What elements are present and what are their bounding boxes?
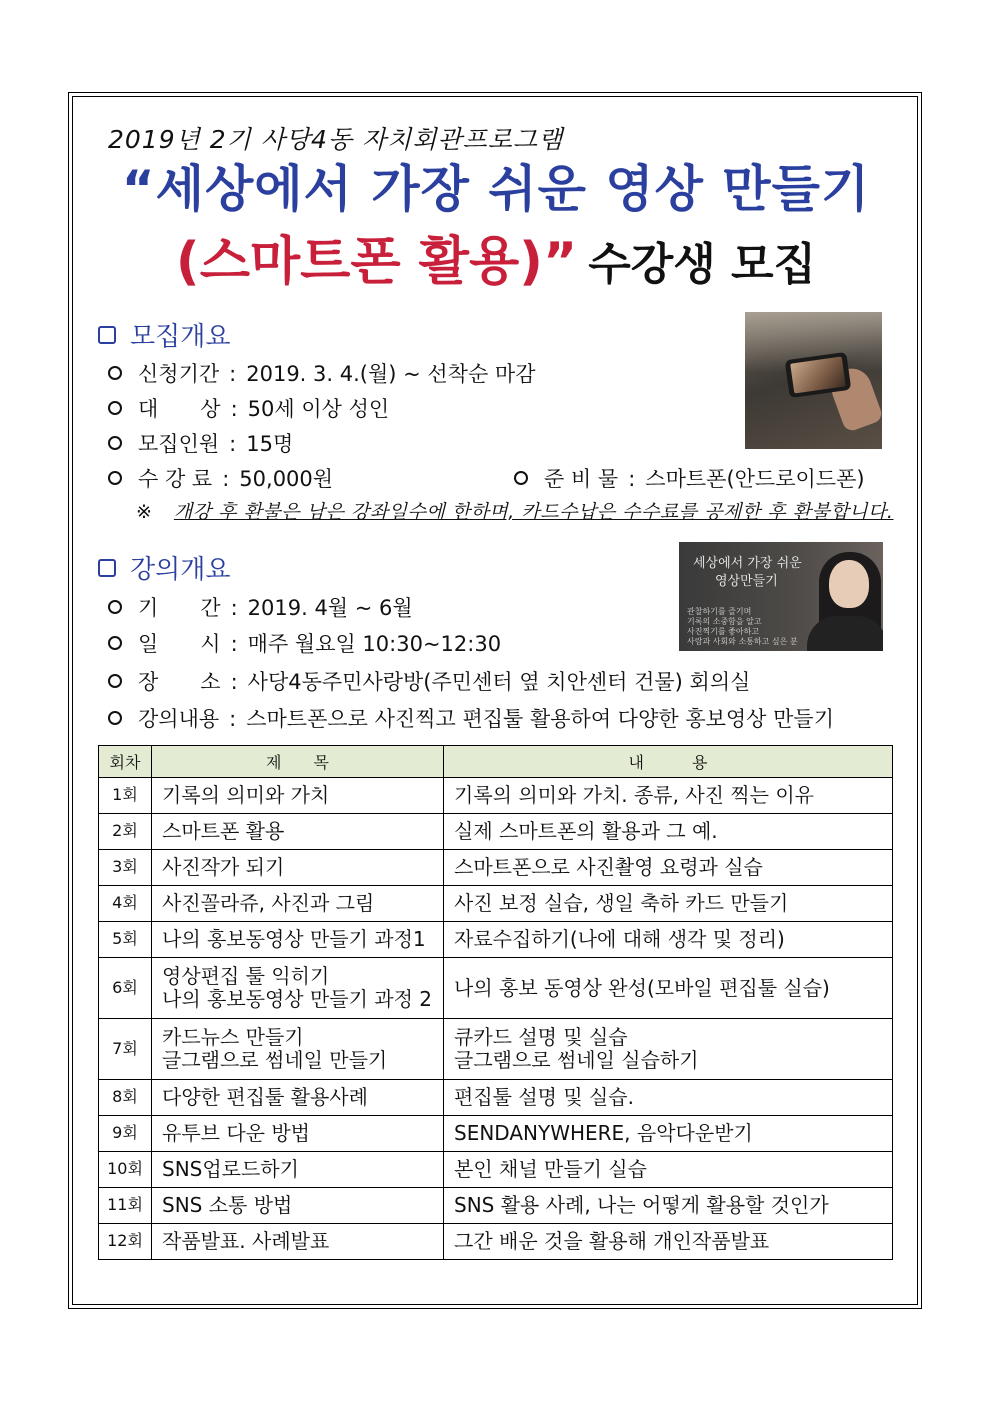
- circle-bullet-icon: [108, 711, 122, 725]
- note-mark: ※: [136, 501, 152, 523]
- session-title: [152, 1188, 444, 1224]
- session-number: 10회: [99, 1152, 152, 1188]
- session-content: [444, 1116, 893, 1152]
- smartphone-photo: [745, 312, 882, 449]
- session-content: [444, 958, 893, 1019]
- table-row: [99, 1116, 893, 1152]
- book-cover-image: 세상에서 가장 쉬운 영상만들기 관찰하기를 즐기며 기록의 소중함을 알고 사진찍기를 좋아하고 사람과 사회와 소통하고 싶은 분: [679, 542, 883, 651]
- book-title-line1: 세상에서 가장 쉬운: [693, 556, 802, 571]
- lecture-item-content: 강의내용 : 스마트폰으로 사진찍고 편집툴 활용하여 다양한 홍보영상 만들기: [108, 703, 834, 733]
- session-content: [444, 1019, 893, 1080]
- session-content: [444, 886, 893, 922]
- session-number: 4회: [99, 886, 152, 922]
- session-title-line: 작품발표. 사례발표: [162, 1229, 330, 1253]
- circle-bullet-icon: [108, 636, 122, 650]
- recruit-item-target: 대 상 : 50세 이상 성인: [108, 393, 389, 423]
- table-row: [99, 1152, 893, 1188]
- column-header-content: 내 용: [444, 746, 893, 778]
- table-row: [99, 814, 893, 850]
- table-row: [99, 1188, 893, 1224]
- session-content-line: 글그램으로 썸네일 실습하기: [454, 1048, 699, 1072]
- session-title: [152, 1116, 444, 1152]
- book-title-line2: 영상만들기: [715, 574, 778, 589]
- session-title-line: 나의 홍보동영상 만들기 과정1: [162, 927, 426, 951]
- lecture-item-place: 장 소 : 사당4동주민사랑방(주민센터 옆 치안센터 건물) 회의실: [108, 666, 750, 696]
- column-header-title: 제 목: [152, 746, 444, 778]
- circle-bullet-icon: [108, 436, 122, 450]
- checkbox-square-icon: [98, 326, 116, 344]
- session-content-line: 나의 홍보 동영상 완성(모바일 편집툴 실습): [454, 975, 830, 1000]
- session-content: [444, 1188, 893, 1224]
- session-title: [152, 850, 444, 886]
- session-number: 12회: [99, 1224, 152, 1260]
- session-number: 9회: [99, 1116, 152, 1152]
- session-content: [444, 850, 893, 886]
- table-row: [99, 850, 893, 886]
- session-content-line: 큐카드 설명 및 실습: [454, 1025, 628, 1049]
- table-row: [99, 1080, 893, 1116]
- session-content: [444, 1080, 893, 1116]
- checkbox-square-icon: [98, 559, 116, 577]
- session-content-line: 편집툴 설명 및 실습.: [454, 1085, 634, 1109]
- session-title: [152, 886, 444, 922]
- refund-note: [136, 497, 893, 524]
- program-subtitle: 2019년 2기 사당4동 자치회관프로그램: [108, 125, 564, 154]
- session-content: [444, 778, 893, 814]
- table-header-row: [99, 746, 893, 778]
- session-title-line: 기록의 의미와 가치: [162, 783, 330, 807]
- session-number: 2회: [99, 814, 152, 850]
- session-content-line: 그간 배운 것을 활용해 개인작품발표: [454, 1229, 770, 1253]
- session-content-line: 자료수집하기(나에 대해 생각 및 정리): [454, 927, 785, 951]
- session-title: [152, 814, 444, 850]
- table-row: [99, 886, 893, 922]
- table-row: [99, 922, 893, 958]
- title-recruit: 수강생 모집: [588, 239, 817, 290]
- recruit-heading: [98, 316, 230, 353]
- session-title-line: 글그램으로 썸네일 만들기: [162, 1048, 388, 1072]
- session-number: 11회: [99, 1188, 152, 1224]
- main-title-line2: [0, 234, 992, 291]
- session-content-line: 스마트폰으로 사진촬영 요령과 실습: [454, 855, 763, 879]
- session-content: [444, 814, 893, 850]
- session-title-line: SNS 소통 방법: [162, 1193, 293, 1217]
- circle-bullet-icon: [108, 366, 122, 380]
- session-number: 5회: [99, 922, 152, 958]
- session-number: 7회: [99, 1019, 152, 1080]
- session-title: [152, 1152, 444, 1188]
- table-row: [99, 778, 893, 814]
- session-title-line: 사진꼴라쥬, 사진과 그림: [162, 891, 375, 915]
- session-number: 6회: [99, 958, 152, 1019]
- session-number: 3회: [99, 850, 152, 886]
- title-highlight: (스마트폰 활용)”: [175, 232, 578, 292]
- circle-bullet-icon: [108, 471, 122, 485]
- session-content-line: 사진 보정 실습, 생일 축하 카드 만들기: [454, 891, 789, 915]
- session-title: [152, 1080, 444, 1116]
- lecture-item-time: 일 시 : 매주 월요일 10:30~12:30: [108, 628, 501, 658]
- session-content: [444, 922, 893, 958]
- recruit-item-fee: 수 강 료 : 50,000원: [108, 463, 333, 493]
- session-title-line: 유투브 다운 방법: [162, 1121, 310, 1145]
- table-row: [99, 1224, 893, 1260]
- circle-bullet-icon: [514, 471, 528, 485]
- session-number: 8회: [99, 1080, 152, 1116]
- session-content: [444, 1152, 893, 1188]
- circle-bullet-icon: [108, 600, 122, 614]
- lecture-heading: [98, 549, 230, 586]
- session-title: [152, 922, 444, 958]
- session-title-line: 다양한 편집툴 활용사례: [162, 1085, 368, 1109]
- session-title: [152, 958, 444, 1019]
- session-content-line: 기록의 의미와 가치. 종류, 사진 찍는 이유: [454, 783, 814, 807]
- session-title-line: 카드뉴스 만들기: [162, 1025, 304, 1049]
- session-content-line: SNS 활용 사례, 나는 어떻게 활용할 것인가: [454, 1193, 829, 1217]
- recruit-heading-label: 모집개요: [130, 322, 231, 352]
- session-number: 1회: [99, 778, 152, 814]
- session-content-line: 실제 스마트폰의 활용과 그 예.: [454, 819, 718, 843]
- session-title-line: SNS업로드하기: [162, 1157, 299, 1181]
- lecture-heading-label: 강의개요: [130, 555, 231, 585]
- session-content: [444, 1224, 893, 1260]
- session-content-line: SENDANYWHERE, 음악다운받기: [454, 1121, 753, 1145]
- note-text: 개강 후 환불은 남은 강좌일수에 한하며, 카드수납은 수수료를 공제한 후 환불합니다.: [173, 501, 894, 523]
- table-row: [99, 958, 893, 1019]
- recruit-item-capacity: 모집인원 : 15명: [108, 428, 293, 458]
- session-title: [152, 778, 444, 814]
- session-title-line: 사진작가 되기: [162, 855, 285, 879]
- recruit-item-period: 신청기간 : 2019. 3. 4.(월) ~ 선착순 마감: [108, 358, 536, 388]
- column-header-session: 회차: [99, 746, 152, 778]
- session-title-line: 영상편집 툴 익히기: [162, 964, 330, 988]
- circle-bullet-icon: [108, 401, 122, 415]
- schedule-table: [98, 745, 893, 1260]
- session-title-line: 나의 홍보동영상 만들기 과정 2: [162, 987, 432, 1011]
- recruit-item-supplies: 준 비 물 : 스마트폰(안드로이드폰): [514, 463, 865, 493]
- circle-bullet-icon: [108, 674, 122, 688]
- session-title: [152, 1019, 444, 1080]
- main-title-line1: “세상에서 가장 쉬운 영상 만들기: [121, 160, 871, 218]
- table-row: [99, 1019, 893, 1080]
- lecture-item-period: 기 간 : 2019. 4월 ~ 6월: [108, 592, 413, 622]
- session-content-line: 본인 채널 만들기 실습: [454, 1157, 647, 1181]
- session-title: [152, 1224, 444, 1260]
- session-title-line: 스마트폰 활용: [162, 819, 285, 843]
